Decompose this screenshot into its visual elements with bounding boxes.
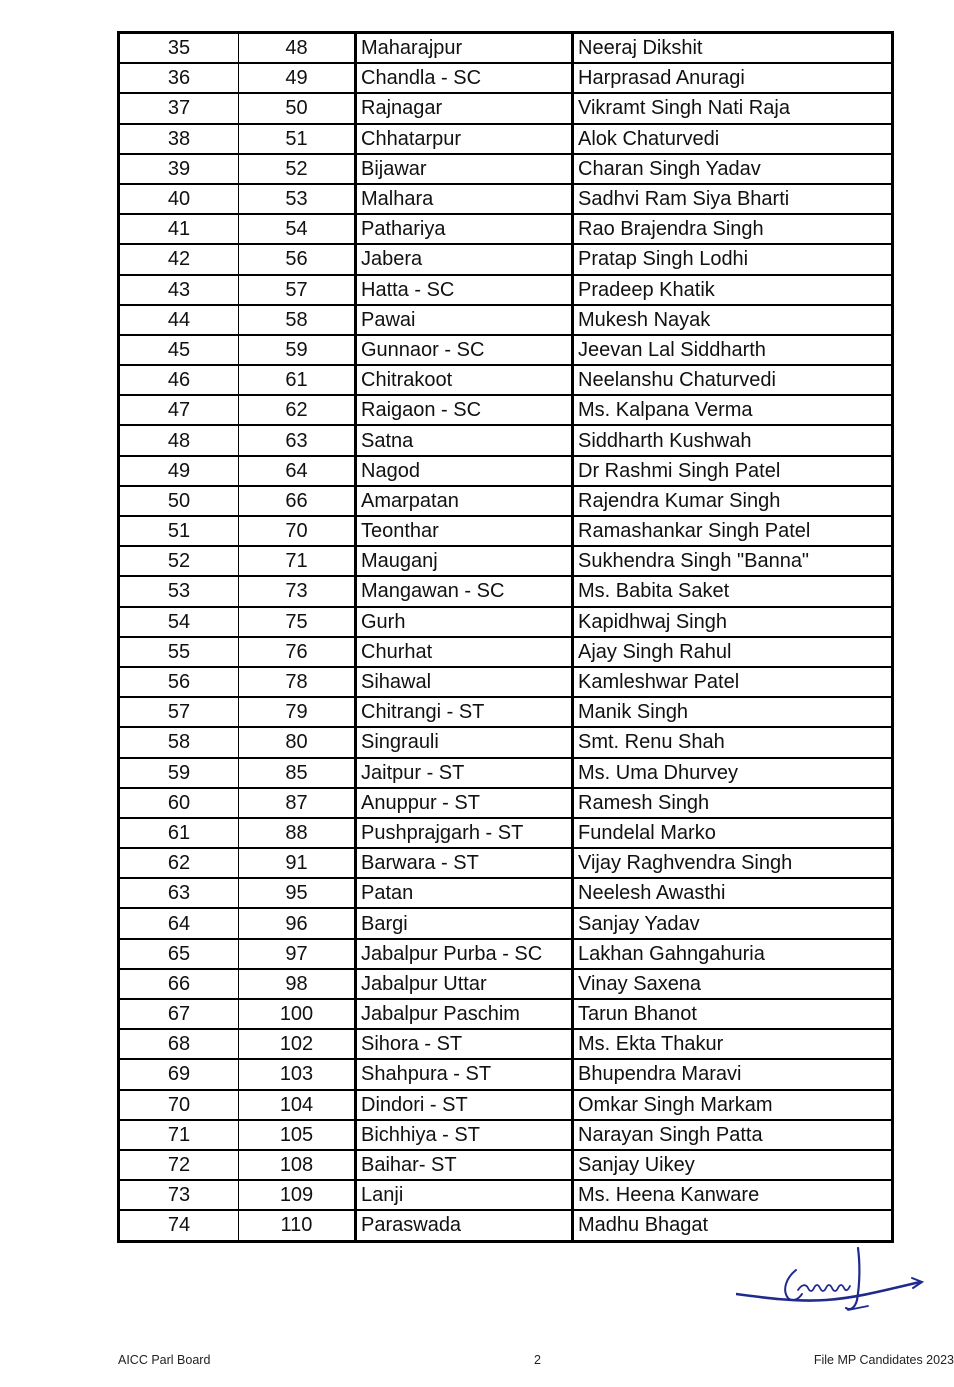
constituency-cell: Sihawal xyxy=(356,667,573,697)
ac-number-cell: 76 xyxy=(239,637,356,667)
table-row xyxy=(119,1210,893,1241)
table-row xyxy=(119,93,893,123)
candidate-name-cell: Vijay Raghvendra Singh xyxy=(573,848,893,878)
ac-number-cell: 97 xyxy=(239,939,356,969)
table-row xyxy=(119,637,893,667)
table-row xyxy=(119,848,893,878)
ac-number-cell: 91 xyxy=(239,848,356,878)
table-row xyxy=(119,456,893,486)
serial-number-cell: 51 xyxy=(119,516,239,546)
constituency-cell: Pawai xyxy=(356,305,573,335)
constituency-cell: Dindori - ST xyxy=(356,1090,573,1120)
candidate-name-cell: Lakhan Gahngahuria xyxy=(573,939,893,969)
serial-number-cell: 54 xyxy=(119,607,239,637)
table-row xyxy=(119,1090,893,1120)
candidate-name-cell: Pratap Singh Lodhi xyxy=(573,244,893,274)
table-row xyxy=(119,939,893,969)
serial-number-cell: 71 xyxy=(119,1120,239,1150)
table-row xyxy=(119,1120,893,1150)
serial-number-cell: 74 xyxy=(119,1210,239,1241)
table-row xyxy=(119,516,893,546)
ac-number-cell: 64 xyxy=(239,456,356,486)
ac-number-cell: 63 xyxy=(239,425,356,455)
candidate-table-body xyxy=(119,33,893,1242)
serial-number-cell: 64 xyxy=(119,908,239,938)
constituency-cell: Paraswada xyxy=(356,1210,573,1241)
ac-number-cell: 49 xyxy=(239,63,356,93)
table-row xyxy=(119,878,893,908)
ac-number-cell: 103 xyxy=(239,1059,356,1089)
ac-number-cell: 53 xyxy=(239,184,356,214)
constituency-cell: Nagod xyxy=(356,456,573,486)
serial-number-cell: 37 xyxy=(119,93,239,123)
candidate-name-cell: Narayan Singh Patta xyxy=(573,1120,893,1150)
constituency-cell: Amarpatan xyxy=(356,486,573,516)
candidate-name-cell: Bhupendra Maravi xyxy=(573,1059,893,1089)
candidate-name-cell: Rajendra Kumar Singh xyxy=(573,486,893,516)
ac-number-cell: 79 xyxy=(239,697,356,727)
candidate-name-cell: Jeevan Lal Siddharth xyxy=(573,335,893,365)
ac-number-cell: 52 xyxy=(239,154,356,184)
serial-number-cell: 52 xyxy=(119,546,239,576)
candidate-name-cell: Neelanshu Chaturvedi xyxy=(573,365,893,395)
serial-number-cell: 40 xyxy=(119,184,239,214)
table-row xyxy=(119,697,893,727)
serial-number-cell: 48 xyxy=(119,425,239,455)
constituency-cell: Sihora - ST xyxy=(356,1029,573,1059)
serial-number-cell: 60 xyxy=(119,788,239,818)
candidate-name-cell: Manik Singh xyxy=(573,697,893,727)
ac-number-cell: 95 xyxy=(239,878,356,908)
table-row xyxy=(119,607,893,637)
serial-number-cell: 61 xyxy=(119,818,239,848)
candidate-name-cell: Siddharth Kushwah xyxy=(573,425,893,455)
candidate-name-cell: Ramesh Singh xyxy=(573,788,893,818)
candidate-name-cell: Ms. Babita Saket xyxy=(573,576,893,606)
serial-number-cell: 53 xyxy=(119,576,239,606)
constituency-cell: Mangawan - SC xyxy=(356,576,573,606)
constituency-cell: Maharajpur xyxy=(356,33,573,64)
candidate-name-cell: Pradeep Khatik xyxy=(573,275,893,305)
constituency-cell: Baihar- ST xyxy=(356,1150,573,1180)
serial-number-cell: 69 xyxy=(119,1059,239,1089)
candidate-table xyxy=(117,31,894,1243)
table-row xyxy=(119,546,893,576)
ac-number-cell: 110 xyxy=(239,1210,356,1241)
ac-number-cell: 48 xyxy=(239,33,356,64)
table-row xyxy=(119,727,893,757)
constituency-cell: Jabalpur Uttar xyxy=(356,969,573,999)
ac-number-cell: 88 xyxy=(239,818,356,848)
constituency-cell: Chitrakoot xyxy=(356,365,573,395)
ac-number-cell: 50 xyxy=(239,93,356,123)
table-row xyxy=(119,969,893,999)
table-row xyxy=(119,365,893,395)
constituency-cell: Mauganj xyxy=(356,546,573,576)
table-row xyxy=(119,1029,893,1059)
ac-number-cell: 54 xyxy=(239,214,356,244)
candidate-name-cell: Ms. Heena Kanware xyxy=(573,1180,893,1210)
serial-number-cell: 42 xyxy=(119,244,239,274)
candidate-name-cell: Charan Singh Yadav xyxy=(573,154,893,184)
candidate-name-cell: Fundelal Marko xyxy=(573,818,893,848)
ac-number-cell: 78 xyxy=(239,667,356,697)
constituency-cell: Shahpura - ST xyxy=(356,1059,573,1089)
candidate-name-cell: Ms. Uma Dhurvey xyxy=(573,758,893,788)
candidate-name-cell: Sukhendra Singh "Banna" xyxy=(573,546,893,576)
table-row xyxy=(119,63,893,93)
table-row xyxy=(119,184,893,214)
footer-left-text: AICC Parl Board xyxy=(118,1353,211,1367)
ac-number-cell: 109 xyxy=(239,1180,356,1210)
candidate-name-cell: Madhu Bhagat xyxy=(573,1210,893,1241)
ac-number-cell: 59 xyxy=(239,335,356,365)
candidate-name-cell: Kapidhwaj Singh xyxy=(573,607,893,637)
table-row xyxy=(119,788,893,818)
candidate-name-cell: Omkar Singh Markam xyxy=(573,1090,893,1120)
candidate-name-cell: Vikramt Singh Nati Raja xyxy=(573,93,893,123)
constituency-cell: Pushprajgarh - ST xyxy=(356,818,573,848)
table-row xyxy=(119,33,893,64)
candidate-name-cell: Mukesh Nayak xyxy=(573,305,893,335)
ac-number-cell: 80 xyxy=(239,727,356,757)
candidate-name-cell: Sadhvi Ram Siya Bharti xyxy=(573,184,893,214)
constituency-cell: Singrauli xyxy=(356,727,573,757)
table-row xyxy=(119,818,893,848)
ac-number-cell: 61 xyxy=(239,365,356,395)
table-row xyxy=(119,425,893,455)
constituency-cell: Gunnaor - SC xyxy=(356,335,573,365)
ac-number-cell: 100 xyxy=(239,999,356,1029)
table-row xyxy=(119,395,893,425)
ac-number-cell: 108 xyxy=(239,1150,356,1180)
constituency-cell: Barwara - ST xyxy=(356,848,573,878)
candidate-name-cell: Alok Chaturvedi xyxy=(573,124,893,154)
constituency-cell: Chandla - SC xyxy=(356,63,573,93)
serial-number-cell: 43 xyxy=(119,275,239,305)
table-row xyxy=(119,667,893,697)
candidate-name-cell: Ms. Kalpana Verma xyxy=(573,395,893,425)
constituency-cell: Hatta - SC xyxy=(356,275,573,305)
constituency-cell: Teonthar xyxy=(356,516,573,546)
constituency-cell: Bargi xyxy=(356,908,573,938)
constituency-cell: Jabalpur Purba - SC xyxy=(356,939,573,969)
serial-number-cell: 73 xyxy=(119,1180,239,1210)
serial-number-cell: 38 xyxy=(119,124,239,154)
ac-number-cell: 56 xyxy=(239,244,356,274)
constituency-cell: Jabalpur Paschim xyxy=(356,999,573,1029)
candidate-name-cell: Dr Rashmi Singh Patel xyxy=(573,456,893,486)
ac-number-cell: 75 xyxy=(239,607,356,637)
table-row xyxy=(119,214,893,244)
serial-number-cell: 44 xyxy=(119,305,239,335)
ac-number-cell: 71 xyxy=(239,546,356,576)
table-row xyxy=(119,999,893,1029)
table-row xyxy=(119,486,893,516)
ac-number-cell: 62 xyxy=(239,395,356,425)
candidate-name-cell: Kamleshwar Patel xyxy=(573,667,893,697)
ac-number-cell: 57 xyxy=(239,275,356,305)
candidate-name-cell: Tarun Bhanot xyxy=(573,999,893,1029)
ac-number-cell: 66 xyxy=(239,486,356,516)
constituency-cell: Jaitpur - ST xyxy=(356,758,573,788)
constituency-cell: Bijawar xyxy=(356,154,573,184)
serial-number-cell: 57 xyxy=(119,697,239,727)
serial-number-cell: 59 xyxy=(119,758,239,788)
table-row xyxy=(119,335,893,365)
ac-number-cell: 104 xyxy=(239,1090,356,1120)
candidate-name-cell: Harprasad Anuragi xyxy=(573,63,893,93)
candidate-name-cell: Sanjay Uikey xyxy=(573,1150,893,1180)
constituency-cell: Bichhiya - ST xyxy=(356,1120,573,1150)
serial-number-cell: 58 xyxy=(119,727,239,757)
table-row xyxy=(119,124,893,154)
ac-number-cell: 85 xyxy=(239,758,356,788)
constituency-cell: Satna xyxy=(356,425,573,455)
constituency-cell: Lanji xyxy=(356,1180,573,1210)
serial-number-cell: 72 xyxy=(119,1150,239,1180)
constituency-cell: Rajnagar xyxy=(356,93,573,123)
constituency-cell: Anuppur - ST xyxy=(356,788,573,818)
table-row xyxy=(119,1180,893,1210)
serial-number-cell: 66 xyxy=(119,969,239,999)
serial-number-cell: 36 xyxy=(119,63,239,93)
serial-number-cell: 35 xyxy=(119,33,239,64)
constituency-cell: Churhat xyxy=(356,637,573,667)
ac-number-cell: 70 xyxy=(239,516,356,546)
candidate-name-cell: Sanjay Yadav xyxy=(573,908,893,938)
ac-number-cell: 73 xyxy=(239,576,356,606)
serial-number-cell: 46 xyxy=(119,365,239,395)
serial-number-cell: 55 xyxy=(119,637,239,667)
table-row xyxy=(119,576,893,606)
serial-number-cell: 70 xyxy=(119,1090,239,1120)
constituency-cell: Chitrangi - ST xyxy=(356,697,573,727)
ac-number-cell: 51 xyxy=(239,124,356,154)
ac-number-cell: 58 xyxy=(239,305,356,335)
serial-number-cell: 67 xyxy=(119,999,239,1029)
serial-number-cell: 49 xyxy=(119,456,239,486)
constituency-cell: Gurh xyxy=(356,607,573,637)
ac-number-cell: 96 xyxy=(239,908,356,938)
constituency-cell: Patan xyxy=(356,878,573,908)
table-row xyxy=(119,908,893,938)
ac-number-cell: 102 xyxy=(239,1029,356,1059)
constituency-cell: Pathariya xyxy=(356,214,573,244)
candidate-name-cell: Smt. Renu Shah xyxy=(573,727,893,757)
signature-image xyxy=(736,1238,926,1326)
ac-number-cell: 105 xyxy=(239,1120,356,1150)
candidate-name-cell: Neeraj Dikshit xyxy=(573,33,893,64)
serial-number-cell: 39 xyxy=(119,154,239,184)
table-row xyxy=(119,1059,893,1089)
ac-number-cell: 87 xyxy=(239,788,356,818)
serial-number-cell: 47 xyxy=(119,395,239,425)
candidate-name-cell: Ramashankar Singh Patel xyxy=(573,516,893,546)
table-row xyxy=(119,758,893,788)
constituency-cell: Jabera xyxy=(356,244,573,274)
serial-number-cell: 63 xyxy=(119,878,239,908)
candidate-name-cell: Neelesh Awasthi xyxy=(573,878,893,908)
table-row xyxy=(119,154,893,184)
candidate-name-cell: Ajay Singh Rahul xyxy=(573,637,893,667)
table-row xyxy=(119,244,893,274)
ac-number-cell: 98 xyxy=(239,969,356,999)
serial-number-cell: 41 xyxy=(119,214,239,244)
serial-number-cell: 45 xyxy=(119,335,239,365)
serial-number-cell: 68 xyxy=(119,1029,239,1059)
table-row xyxy=(119,305,893,335)
serial-number-cell: 65 xyxy=(119,939,239,969)
candidate-name-cell: Ms. Ekta Thakur xyxy=(573,1029,893,1059)
serial-number-cell: 62 xyxy=(119,848,239,878)
serial-number-cell: 56 xyxy=(119,667,239,697)
candidate-name-cell: Vinay Saxena xyxy=(573,969,893,999)
page-number: 2 xyxy=(534,1353,541,1367)
serial-number-cell: 50 xyxy=(119,486,239,516)
candidate-name-cell: Rao Brajendra Singh xyxy=(573,214,893,244)
footer-right-text: File MP Candidates 2023 xyxy=(813,1353,954,1367)
table-row xyxy=(119,1150,893,1180)
constituency-cell: Malhara xyxy=(356,184,573,214)
table-row xyxy=(119,275,893,305)
constituency-cell: Chhatarpur xyxy=(356,124,573,154)
constituency-cell: Raigaon - SC xyxy=(356,395,573,425)
